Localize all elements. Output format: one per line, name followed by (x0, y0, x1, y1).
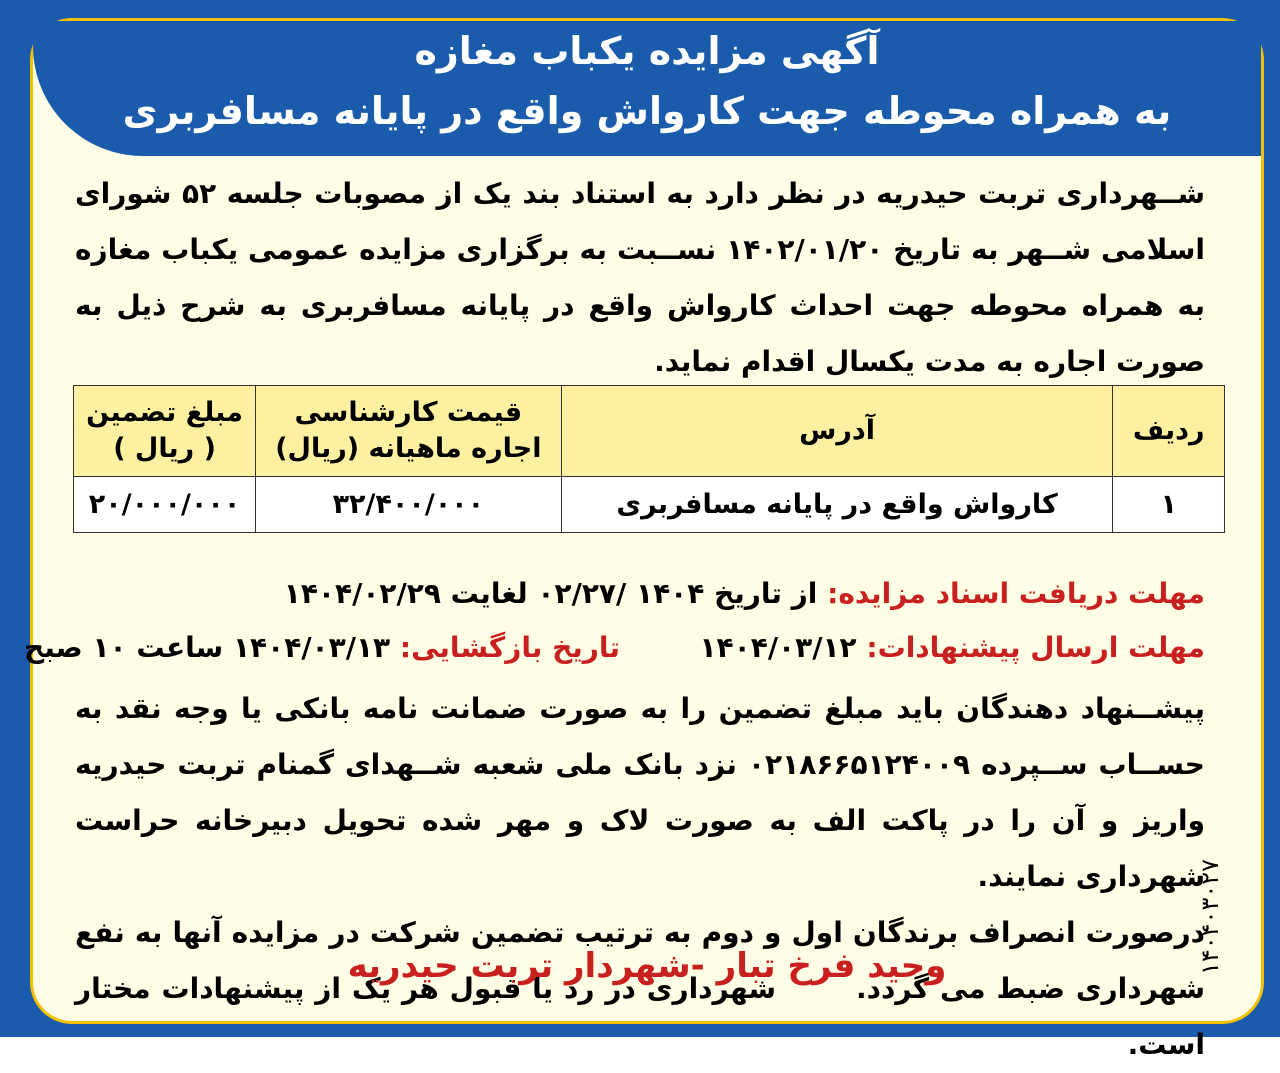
notice-card (24, 18, 1264, 1061)
mayor-signature: وحید فرخ تبار -شهردار تربت حیدریه (347, 946, 947, 986)
auction-table (73, 385, 1225, 533)
cell-guarantee: ۲۰/۰۰۰/۰۰۰ (74, 477, 256, 533)
docs-deadline-label: مهلت دریافت اسناد مزایده: (827, 577, 1205, 610)
docs-deadline-line (73, 577, 1205, 610)
cell-address: کارواش واقع در پایانه مسافربری (561, 477, 1113, 533)
forfeit-paragraph: درصورت انصراف برندگان اول و دوم به ترتیب تضمین شرکت در مزایده آنها به نفع شهرداری ضبط می گردد. (75, 916, 1206, 1005)
header-monthly-rent: قیمت کارشناسی اجاره ماهیانه (ریال) (256, 386, 562, 477)
docs-deadline-value: از تاریخ ۱۴۰۴ /۰۲/۲۷ لغایت ۱۴۰۴/۰۲/۲۹ (283, 577, 818, 610)
submit-deadline-label: مهلت ارسال پیشنهادات: (866, 631, 1205, 664)
opening-date-value: ۱۴۰۴/۰۳/۱۳ ساعت ۱۰ صبح (24, 631, 391, 664)
header-row-number: ردیف (1113, 386, 1225, 477)
notice-title-line2: به همراه محوطه جهت کارواش واقع در پایانه مسافربری (122, 89, 1172, 133)
conditions-text (75, 681, 1205, 1073)
cell-monthly-rent: ۳۲/۴۰۰/۰۰۰ (256, 477, 562, 533)
submit-deadline-line (24, 631, 1205, 664)
guarantee-paragraph: پیشــنهاد دهندگان باید مبلغ تضمین را به صورت ضمانت نامه بانکی یا وجه نقد به حســاب ســپرده ۰۲۱۸۶۶۵۱۲۴۰۰۹ نزد بانک ملی شعبه شــهدای گمنام تربت حیدریه واریز و آن را در پاکت الف به صورت لاک و مهر شده تحویل دبیرخانه حراست شهرداری نمایند. (75, 692, 1205, 893)
header-guarantee: مبلغ تضمین ( ریال ) (74, 386, 256, 477)
submit-deadline-value: ۱۴۰۴/۰۳/۱۲ (699, 631, 857, 664)
opening-date-label: تاریخ بازگشایی: (399, 631, 620, 664)
header-address: آدرس (561, 386, 1113, 477)
cell-row-number: ۱ (1113, 477, 1225, 533)
notice-title-line1: آگهی مزایده یکباب مغازه (414, 29, 880, 73)
table-header-row (74, 386, 1225, 477)
rights-paragraph: شهرداری در رد یا قبول هر یک از پیشنهادات مختار است. (75, 972, 1205, 1061)
table-row (74, 477, 1225, 533)
intro-paragraph: شــهرداری تربت حیدریه در نظر دارد به استناد بند یک از مصوبات جلسه ۵۲ شورای اسلامی شــهر به تاریخ ۱۴۰۲/۰۱/۲۰ نســبت به برگزاری مزایده عمومی یکباب مغازه به همراه محوطه جهت احداث کارواش واقع در پایانه مسافربری به شرح ذیل به صورت اجاره به مدت یکسال اقدام نماید. (75, 177, 1206, 378)
serial-number: ۱۴۰۴۰۳۰۲۷ (1196, 858, 1224, 975)
notice-header (33, 21, 1261, 156)
